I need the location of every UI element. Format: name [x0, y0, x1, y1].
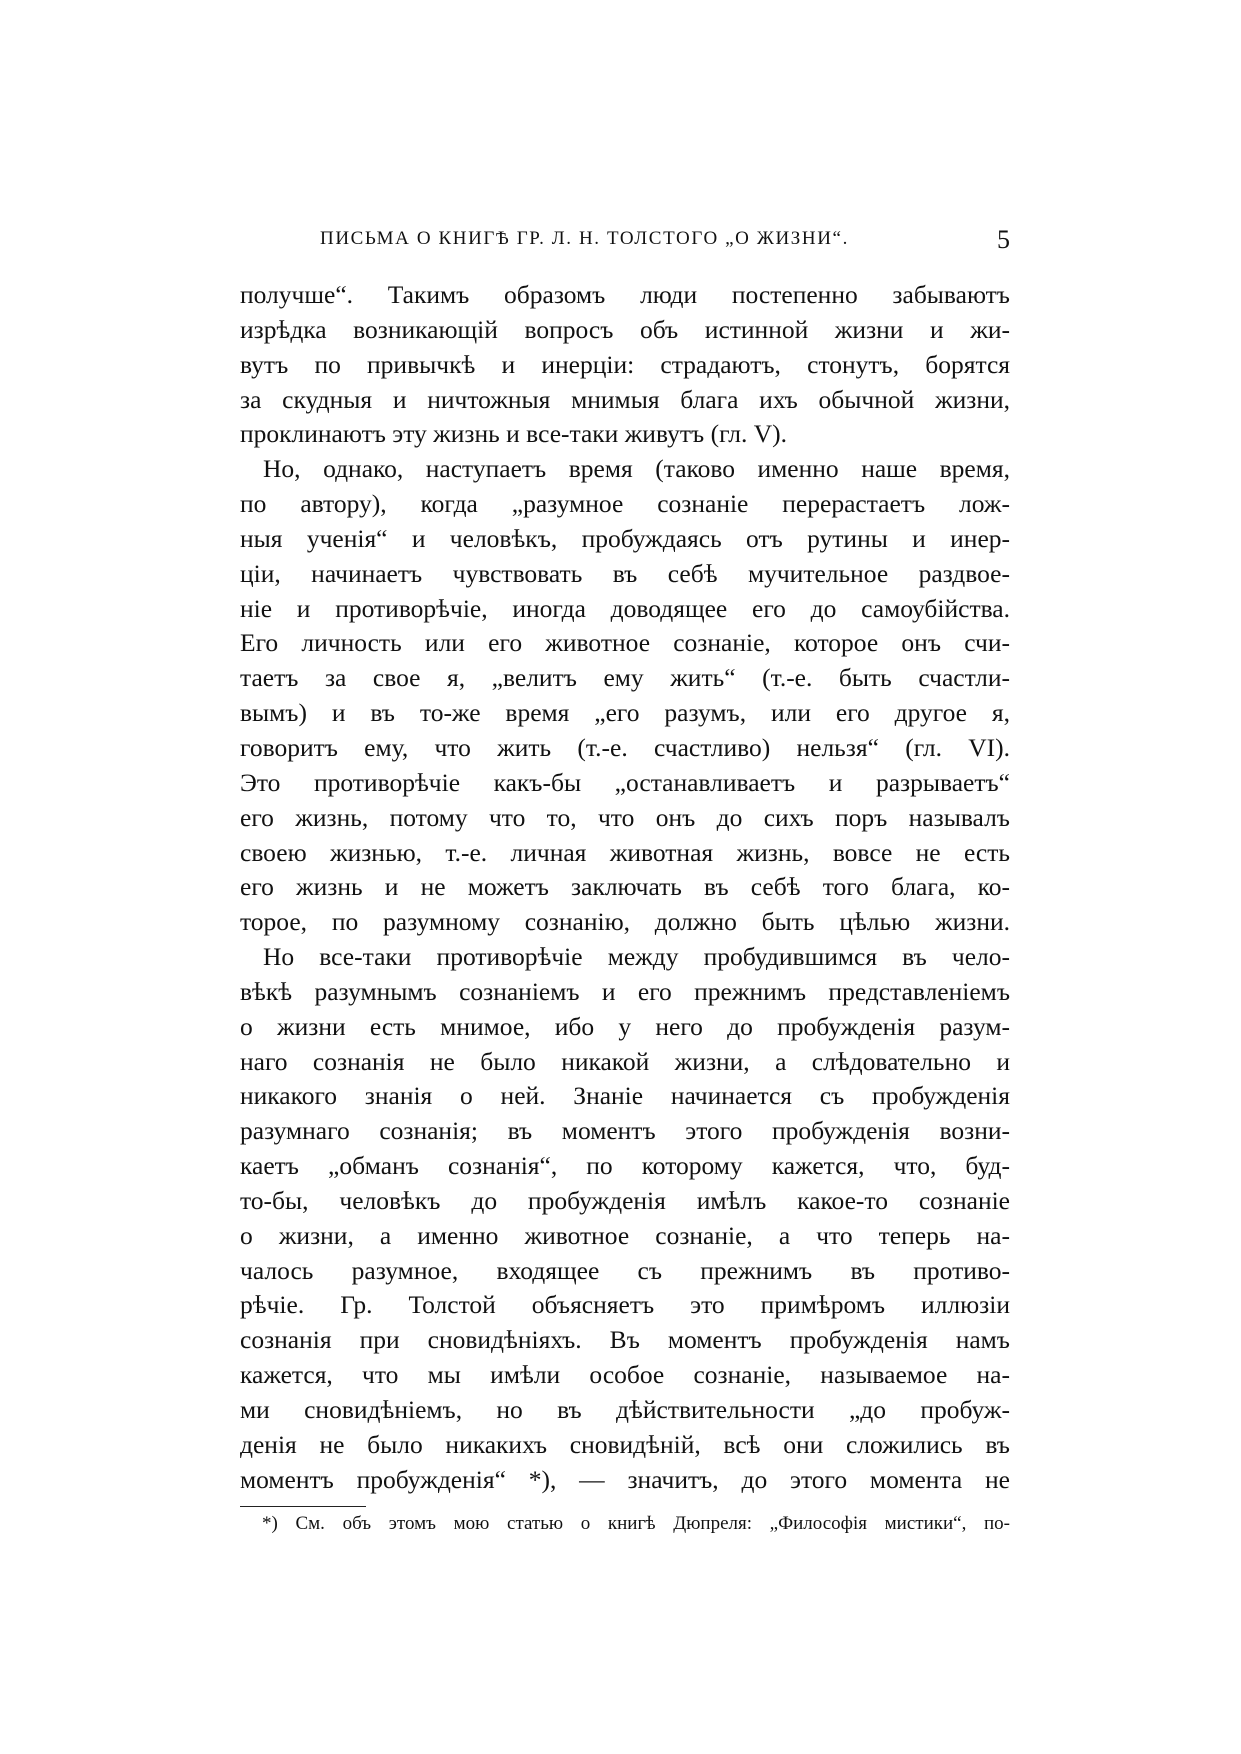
text-line: кажется, что мы имѣли особое сознаніе, называемое на- — [240, 1360, 1010, 1390]
footnote: *) См. объ этомъ мою статью о книгѣ Дюпреля: „Философія мистики“, по- — [262, 1513, 1010, 1534]
text-line: его жизнь, потому что то, что онъ до сихъ поръ называлъ — [240, 802, 1010, 832]
text-line: его жизнь и не можетъ заключать въ себѣ того блага, ко- — [240, 872, 1010, 902]
text-line: каетъ „обманъ сознанія“, по которому кажется, что, буд- — [240, 1151, 1010, 1181]
running-head — [240, 225, 1010, 268]
text-line: своею жизнью, т.-е. личная животная жизнь, вовсе не есть — [240, 837, 1010, 867]
text-line: моментъ пробужденія“ *), — значитъ, до этого момента не — [240, 1464, 1010, 1494]
text-line: о жизни, а именно животное сознаніе, а что теперь на- — [240, 1220, 1010, 1250]
text-line: вымъ) и въ то-же время „его разумъ, или его другое я, — [240, 698, 1010, 728]
text-line: разумнаго сознанія; въ моментъ этого пробужденія возни- — [240, 1116, 1010, 1146]
text-line: ціи, начинаетъ чувствовать въ себѣ мучительное раздвое- — [240, 558, 1010, 588]
text-line: Это противорѣчіе какъ-бы „останавливаетъ и разрываетъ“ — [240, 767, 1010, 797]
text-line: проклинаютъ эту жизнь и все-таки живутъ (гл. V). — [240, 419, 787, 449]
text-line: никакого знанія о ней. Знаніе начинается съ пробужденія — [240, 1081, 1010, 1111]
text-line: за скудныя и ничтожныя мнимыя блага ихъ обычной жизни, — [240, 384, 1010, 414]
text-line: наго сознанія не было никакой жизни, а слѣдовательно и — [240, 1046, 1010, 1076]
text-line: ныя ученія“ и человѣкъ, пробуждаясь отъ рутины и инер- — [240, 523, 1010, 553]
text-line: торое, по разумному сознанію, должно быть цѣлью жизни. — [240, 907, 1010, 937]
text-line: вѣкѣ разумнымъ сознаніемъ и его прежнимъ представленіемъ — [240, 976, 1010, 1006]
text-line: изрѣдка возникающій вопросъ объ истинной жизни и жи- — [240, 314, 1010, 344]
text-line: то-бы, человѣкъ до пробужденія имѣлъ какое-то сознаніе — [240, 1185, 1010, 1215]
text-line: денія не было никакихъ сновидѣній, всѣ они сложились въ — [240, 1429, 1010, 1459]
text-line: рѣчіе. Гр. Толстой объясняетъ это примѣромъ иллюзіи — [240, 1290, 1010, 1320]
footnote-divider — [240, 1506, 366, 1507]
text-line: о жизни есть мнимое, ибо у него до пробужденія разум- — [240, 1011, 1010, 1041]
text-line: Его личность или его животное сознаніе, которое онъ счи- — [240, 628, 1010, 658]
text-line: ніе и противорѣчіе, иногда доводящее его до самоубійства. — [240, 593, 1010, 623]
page-number: 5 — [997, 225, 1010, 254]
text-line: чалось разумное, входящее съ прежнимъ въ противо- — [240, 1255, 1010, 1285]
body-text — [240, 278, 1010, 1498]
text-line: таетъ за свое я, „велитъ ему жить“ (т.-е. быть счастли- — [240, 663, 1010, 693]
text-line: получше“. Такимъ образомъ люди постепенно забываютъ — [240, 280, 1010, 309]
running-title: ПИСЬМА О КНИГѢ ГР. Л. Н. ТОЛСТОГО „О ЖИЗНИ“. — [320, 228, 849, 249]
text-line: ми сновидѣніемъ, но въ дѣйствительности „до пробуж- — [240, 1395, 1010, 1424]
text-line: Но, однако, наступаетъ время (таково именно наше время, — [263, 454, 1010, 484]
text-line: сознанія при сновидѣніяхъ. Въ моментъ пробужденія намъ — [240, 1325, 1010, 1355]
text-line: Но все-таки противорѣчіе между пробудившимся въ чело- — [263, 942, 1010, 972]
text-line: по автору), когда „разумное сознаніе перерастаетъ лож- — [240, 489, 1010, 519]
text-line: говоритъ ему, что жить (т.-е. счастливо) нельзя“ (гл. VI). — [240, 732, 1010, 762]
text-line: вутъ по привычкѣ и инерціи: страдаютъ, стонутъ, борятся — [240, 349, 1010, 379]
